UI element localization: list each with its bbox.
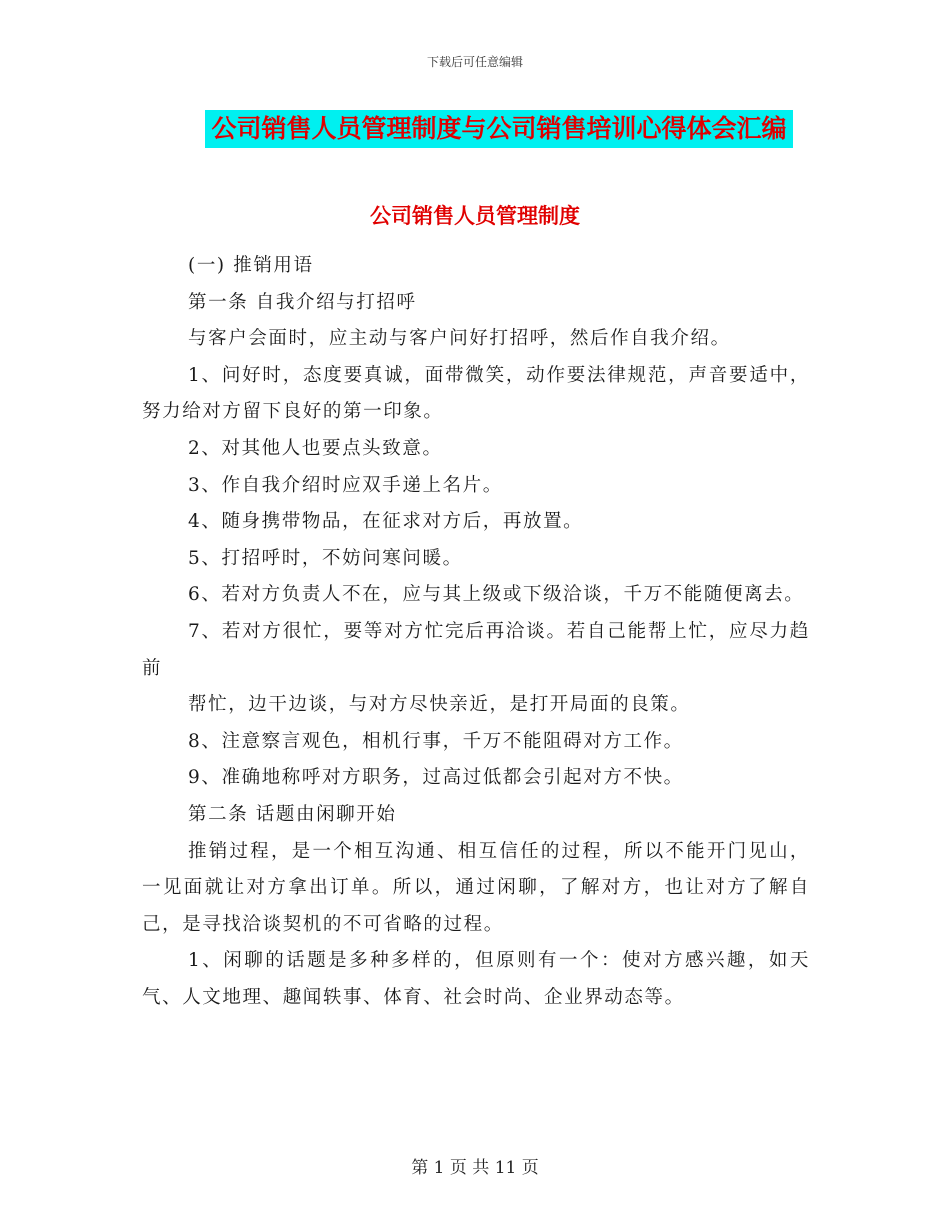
- paragraph: 4、随身携带物品，在征求对方后，再放置。: [188, 511, 584, 533]
- paragraph: 3、作自我介绍时应双手递上名片。: [188, 474, 503, 496]
- paragraph: 帮忙，边干边谈，与对方尽快亲近，是打开局面的良策。: [188, 694, 691, 716]
- paragraph: 第一条 自我介绍与打招呼: [188, 291, 417, 313]
- paragraph: 5、打招呼时，不妨问寒问暖。: [188, 547, 463, 569]
- paragraph: 第二条 话题由闲聊开始: [188, 803, 397, 825]
- paragraph: 1、问好时，态度要真诚，面带微笑，动作要法律规范，声音要适中，努力给对方留下良好的第一印象。: [142, 364, 810, 423]
- section-title: 公司销售人员管理制度: [370, 204, 580, 228]
- paragraph: 2、对其他人也要点头致意。: [188, 437, 443, 459]
- page-header-note: 下载后可任意编辑: [426, 55, 523, 69]
- paragraph: 8、注意察言观色，相机行事，千万不能阻碍对方工作。: [188, 730, 684, 752]
- paragraph: 6、若对方负责人不在，应与其上级或下级洽谈，千万不能随便离去。: [188, 584, 805, 606]
- paragraph: 7、若对方很忙，要等对方忙完后再洽谈。若自己能帮上忙，应尽力趋前: [142, 620, 810, 679]
- paragraph: 与客户会面时，应主动与客户问好打招呼，然后作自我介绍。: [188, 328, 731, 350]
- document-title: 公司销售人员管理制度与公司销售培训心得体会汇编: [205, 110, 792, 148]
- document-body: [142, 248, 810, 1016]
- paragraph: 9、准确地称呼对方职务，过高过低都会引起对方不快。: [188, 767, 684, 789]
- document-title-container: [0, 110, 950, 148]
- page-number-footer: 第 1 页 共 11 页: [411, 1158, 539, 1178]
- paragraph: (一) 推销用语: [188, 255, 314, 276]
- paragraph: 推销过程，是一个相互沟通、相互信任的过程，所以不能开门见山，一见面就让对方拿出订单。所以，通过闲聊，了解对方，也让对方了解自己，是寻找洽谈契机的不可省略的过程。: [142, 840, 810, 935]
- paragraph: 1、闲聊的话题是多种多样的，但原则有一个：使对方感兴趣，如天气、人文地理、趣闻轶事、体育、社会时尚、企业界动态等。: [142, 950, 810, 1008]
